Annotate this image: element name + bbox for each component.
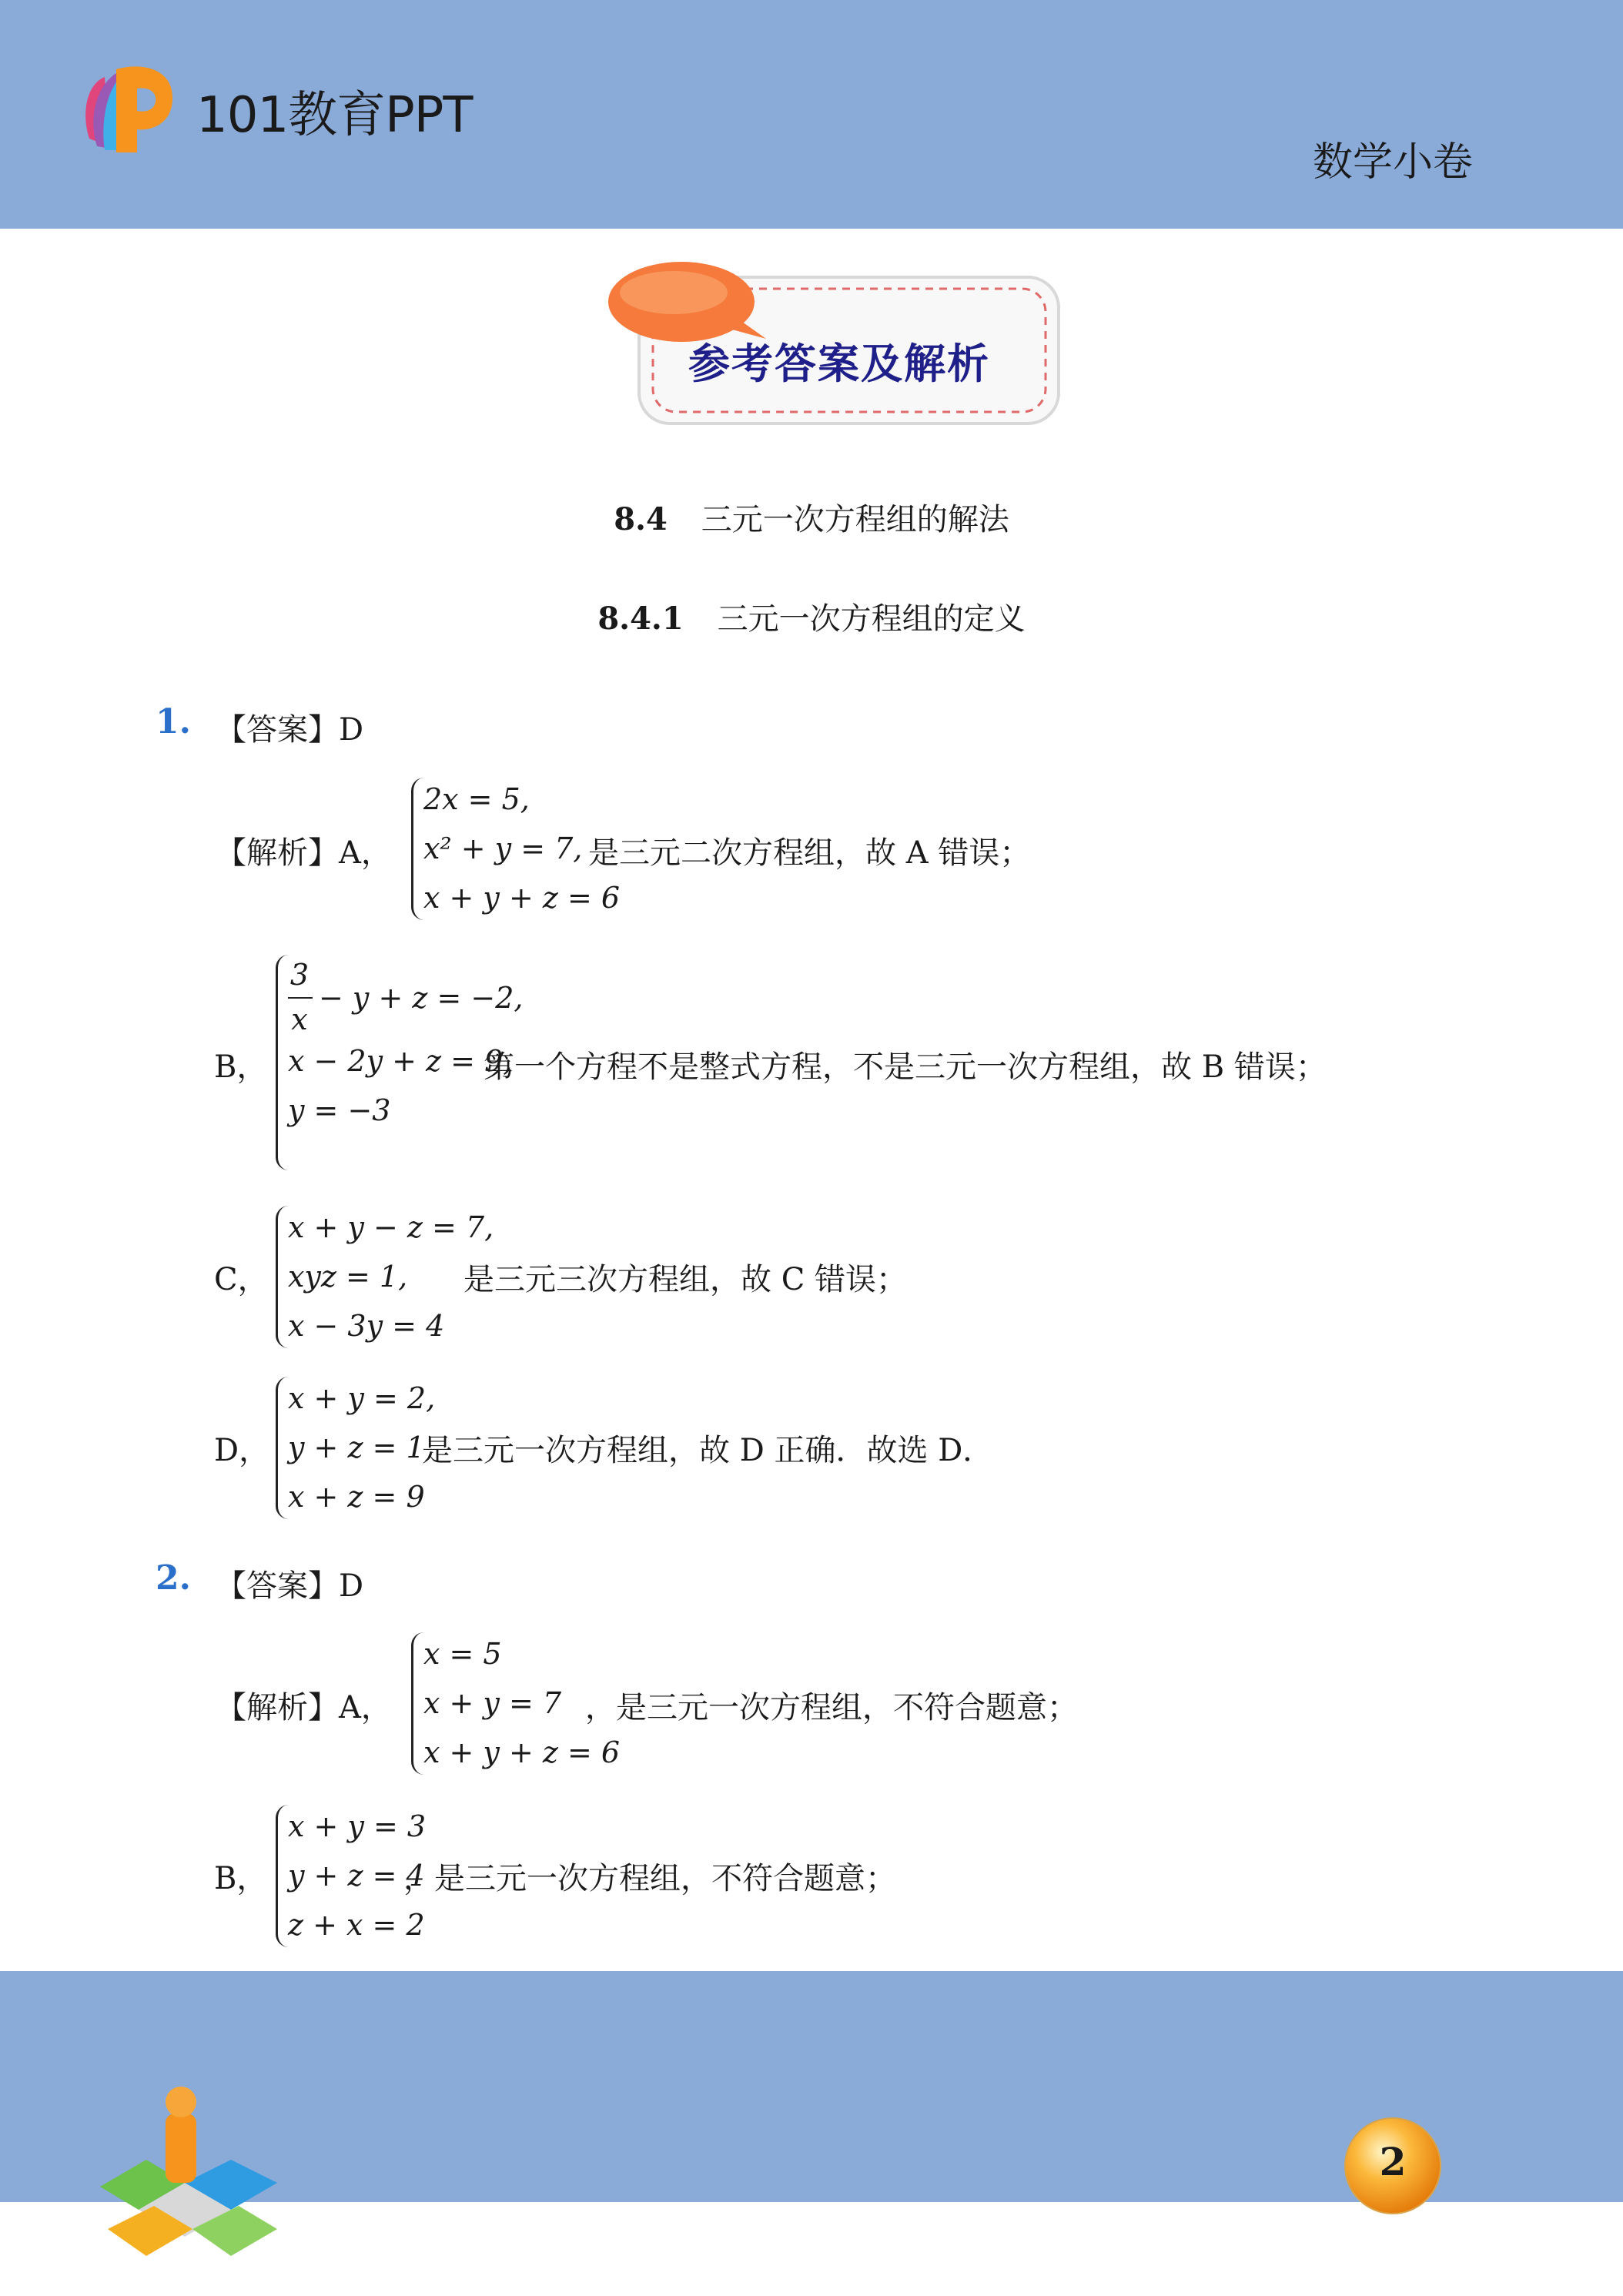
- q1-c-eq-2: xyz = 1,: [288, 1260, 408, 1294]
- q1-b-explanation: 第一个方程不是整式方程，不是三元一次方程组，故 B 错误；: [484, 1049, 1327, 1085]
- banner-title: 参考答案及解析: [688, 340, 990, 388]
- q2-b-eq-3: z + x = 2: [288, 1908, 425, 1942]
- brand-logo-icon: [74, 54, 189, 162]
- q1-c-prefix: C，: [214, 1262, 269, 1297]
- subsection-name: 三元一次方程组的定义: [717, 601, 1026, 637]
- q1-a-eq-1: 2x = 5,: [423, 782, 530, 816]
- section-name: 三元一次方程组的解法: [701, 502, 1009, 537]
- q1-b-eq-1-rest: − y + z = −2,: [319, 981, 524, 1015]
- q1-a-system: [411, 778, 424, 920]
- q2-a-explanation: ，是三元一次方程组，不符合题意；: [585, 1690, 1078, 1725]
- q1-b-prefix: B，: [214, 1049, 268, 1085]
- q1-d-eq-3: x + z = 9: [288, 1480, 425, 1514]
- q1-d-eq-1: x + y = 2,: [288, 1381, 436, 1415]
- page-number: 2: [1379, 2139, 1407, 2184]
- q1-a-prefix: 【解析】A，: [216, 835, 392, 871]
- q1-a-eq-3: x + y + z = 6: [423, 881, 621, 915]
- section-title: [0, 495, 1623, 539]
- subsection-title: [0, 594, 1623, 638]
- subsection-number: 8.4.1: [597, 601, 684, 637]
- q1-c-explanation: 是三元三次方程组，故 C 错误；: [463, 1262, 908, 1297]
- q2-b-eq-1: x + y = 3: [288, 1809, 427, 1843]
- question-2-number: 2.: [156, 1558, 191, 1598]
- q1-a-explanation: 是三元二次方程组，故 A 错误；: [588, 835, 1031, 871]
- q1-b-system: [276, 955, 289, 1170]
- q1-d-explanation: 是三元一次方程组，故 D 正确．故选 D．: [422, 1433, 994, 1468]
- q1-c-eq-1: x + y − z = 7,: [288, 1210, 494, 1244]
- q1-c-system: [276, 1206, 289, 1348]
- mascot-blocks-icon: [92, 2071, 293, 2264]
- q1-d-eq-2: y + z = 1,: [288, 1431, 434, 1464]
- subject-label: 数学小卷: [1312, 139, 1473, 186]
- q1-b-eq-2: x − 2y + z = 9,: [288, 1044, 513, 1078]
- q2-b-prefix: B，: [214, 1861, 268, 1896]
- q1-d-system: [276, 1377, 289, 1519]
- q2-a-prefix: 【解析】A，: [216, 1690, 392, 1725]
- q2-b-eq-2: y + z = 4: [288, 1859, 425, 1893]
- q2-a-eq-3: x + y + z = 6: [423, 1735, 621, 1769]
- q1-b-frac-numerator: 3: [289, 958, 310, 992]
- q1-b-eq-3: y = −3: [288, 1093, 391, 1127]
- question-1-answer: 【答案】D: [216, 712, 364, 748]
- q1-b-frac-denominator: x: [291, 1002, 308, 1036]
- q2-a-eq-2: x + y = 7: [423, 1686, 562, 1720]
- question-2-answer: 【答案】D: [216, 1568, 364, 1604]
- section-number: 8.4: [614, 501, 668, 537]
- q1-d-prefix: D，: [214, 1433, 270, 1468]
- q2-b-explanation: ，是三元一次方程组，不符合题意；: [403, 1861, 896, 1896]
- q1-b-frac-bar: [288, 997, 313, 999]
- q1-c-eq-3: x − 3y = 4: [288, 1309, 445, 1343]
- brand-name: 101教育PPT: [196, 87, 473, 144]
- question-1-number: 1.: [156, 702, 191, 741]
- q2-a-system: [411, 1632, 424, 1775]
- q1-a-eq-2: x² + y = 7,: [423, 832, 583, 865]
- q2-b-system: [276, 1805, 289, 1947]
- q2-a-eq-1: x = 5: [423, 1637, 502, 1671]
